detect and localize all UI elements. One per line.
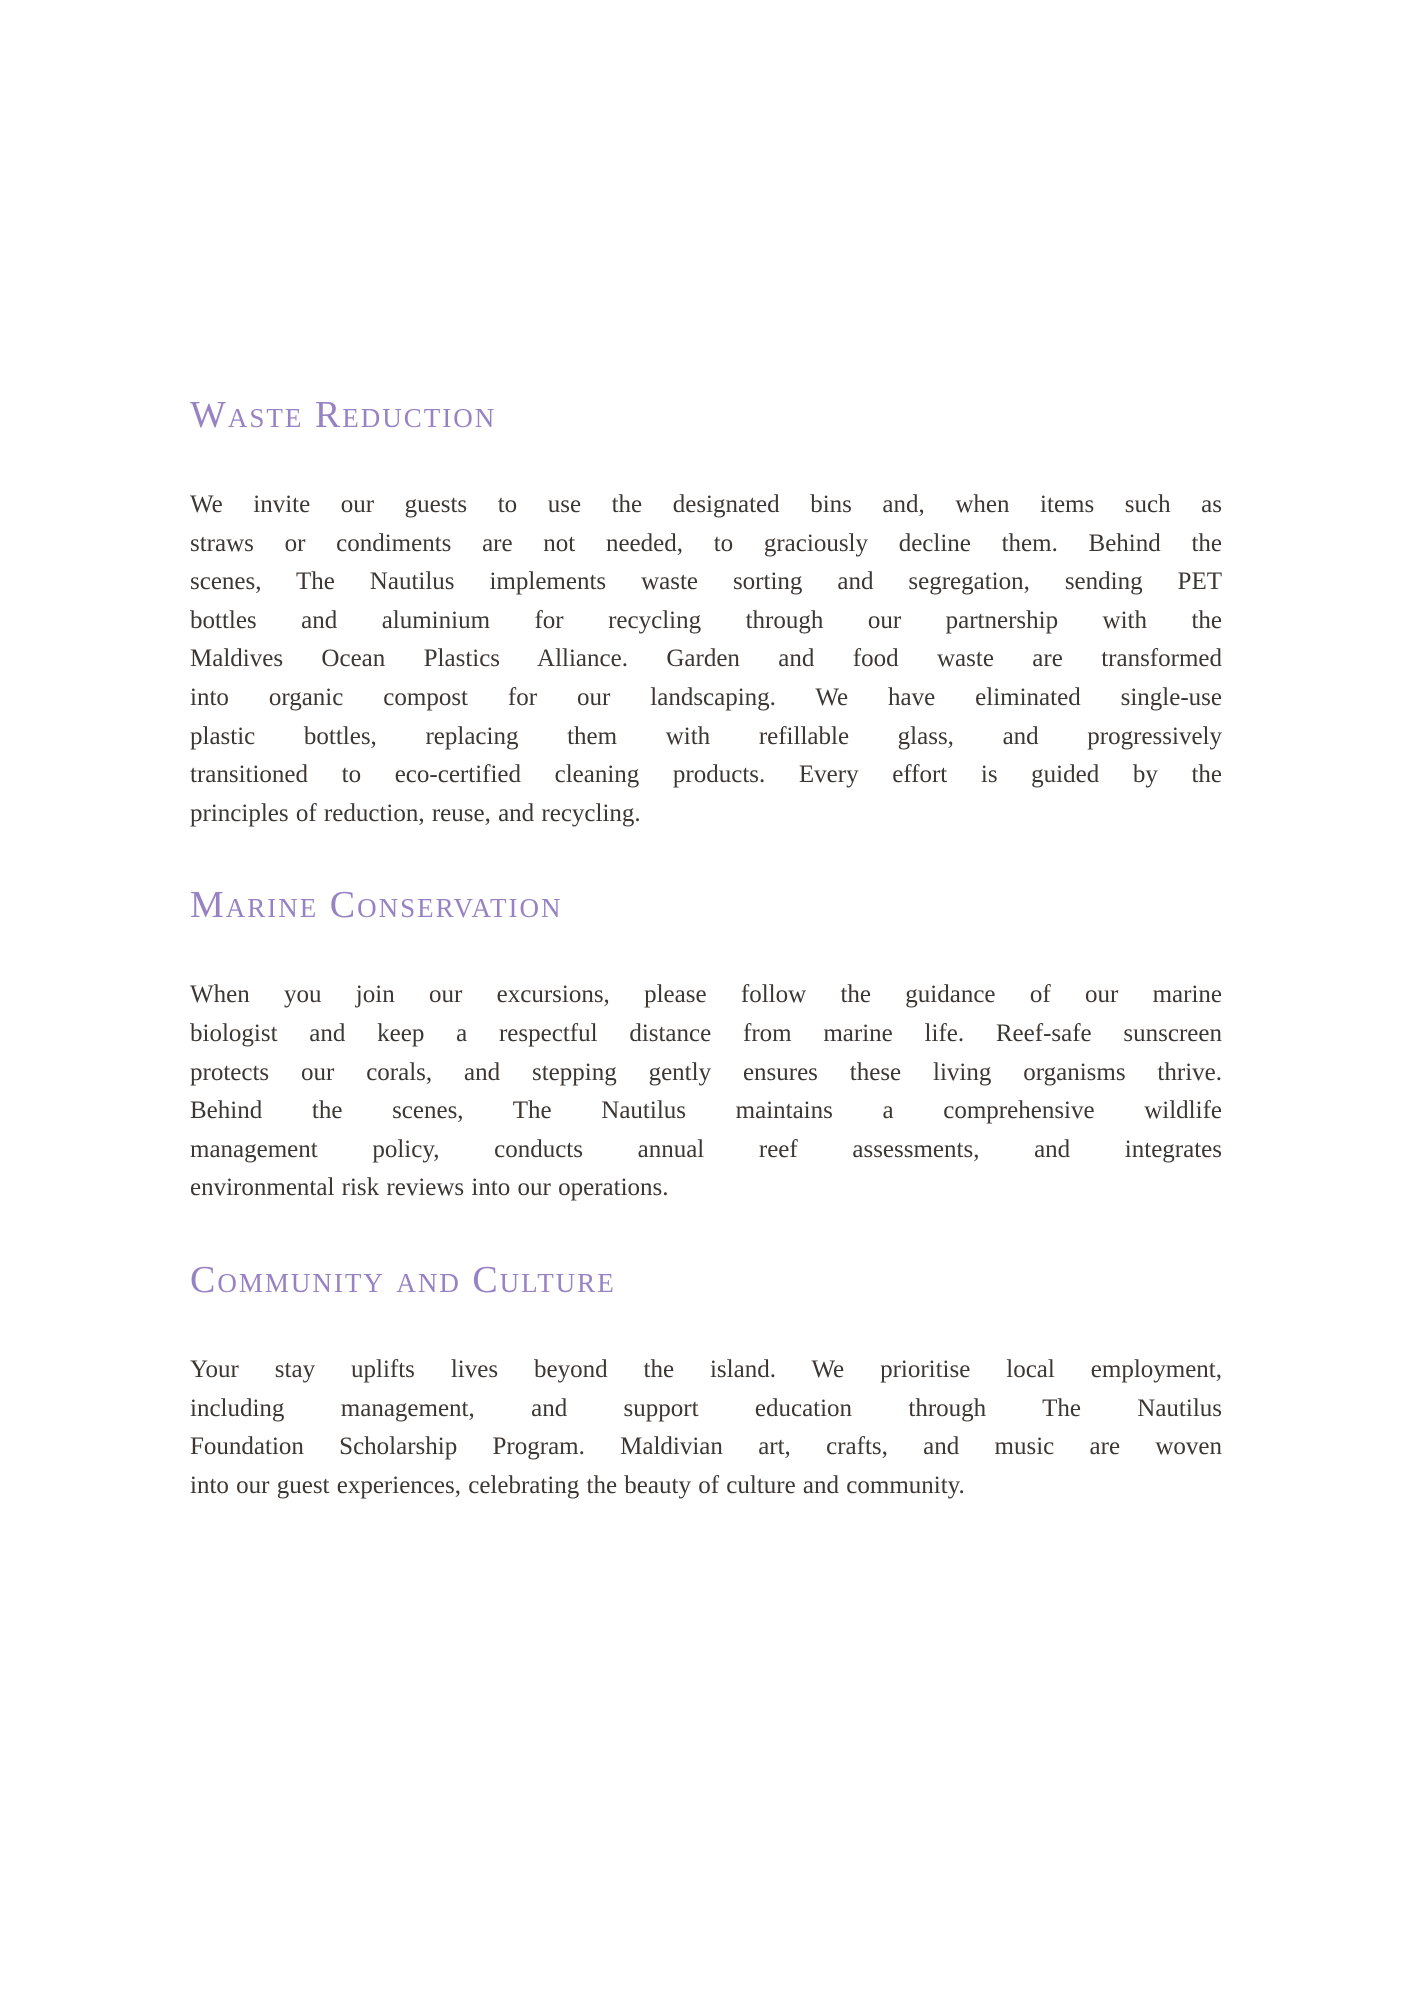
paragraph-line: Behind the scenes, The Nautilus maintains a comprehensive wildlife — [190, 1097, 1222, 1125]
section-heading: Waste Reduction — [190, 394, 497, 436]
paragraph-line: management policy, conducts annual reef assessments, and integrates — [190, 1135, 1222, 1163]
paragraph — [190, 976, 1222, 1208]
paragraph-line: biologist and keep a respectful distance from marine life. Reef-safe sunscreen — [190, 1019, 1222, 1047]
paragraph-line: When you join our excursions, please follow the guidance of our marine — [190, 981, 1222, 1009]
section-heading: Marine Conservation — [190, 884, 563, 927]
paragraph-line: including management, and support education through The Nautilus — [190, 1394, 1222, 1422]
paragraph-line: scenes, The Nautilus implements waste sorting and segregation, sending PET — [190, 568, 1222, 596]
section — [190, 886, 1222, 1208]
paragraph-line: straws or condiments are not needed, to graciously decline them. Behind the — [190, 529, 1222, 557]
section — [190, 1258, 1222, 1505]
paragraph-line: principles of reduction, reuse, and recycling. — [190, 799, 641, 827]
paragraph-line: plastic bottles, replacing them with refillable glass, and progressively — [190, 722, 1222, 750]
paragraph-line: Your stay uplifts lives beyond the island. We prioritise local employment, — [190, 1355, 1222, 1383]
paragraph-line: environmental risk reviews into our operations. — [190, 1174, 669, 1202]
paragraph-line: protects our corals, and stepping gently ensures these living organisms thrive. — [190, 1058, 1222, 1086]
paragraph-line: We invite our guests to use the designated bins and, when items such as — [190, 491, 1222, 518]
paragraph-line: into our guest experiences, celebrating the beauty of culture and community. — [190, 1471, 965, 1499]
section-heading: Community and Culture — [190, 1258, 616, 1301]
paragraph-line: bottles and aluminium for recycling through our partnership with the — [190, 606, 1222, 634]
paragraph-line: transitioned to eco-certified cleaning products. Every effort is guided by the — [190, 761, 1222, 789]
paragraph-line: Foundation Scholarship Program. Maldivian art, crafts, and music are woven — [190, 1433, 1222, 1461]
paragraph-line: into organic compost for our landscaping. We have eliminated single-use — [190, 683, 1222, 711]
section — [190, 396, 1222, 833]
paragraph — [190, 486, 1222, 833]
paragraph-line: Maldives Ocean Plastics Alliance. Garden and food waste are transformed — [190, 645, 1222, 673]
paragraph — [190, 1351, 1222, 1505]
